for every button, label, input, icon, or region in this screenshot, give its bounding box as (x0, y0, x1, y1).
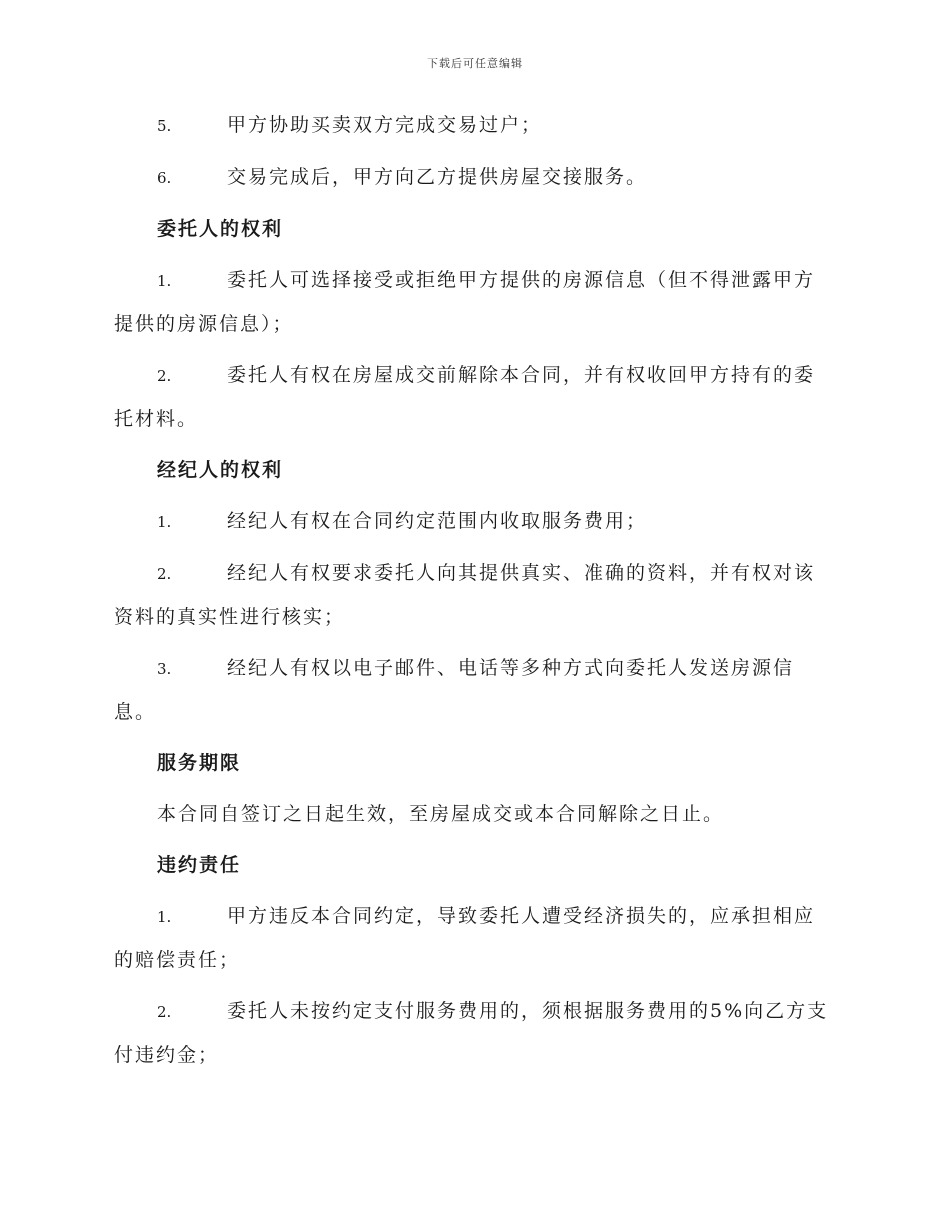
item-number: 2. (157, 1003, 172, 1021)
list-item (114, 647, 834, 734)
section-heading-liability: 违约责任 (157, 854, 242, 876)
list-item (114, 156, 834, 200)
list-item (114, 354, 834, 441)
list-item (114, 895, 834, 982)
item-number: 1. (157, 272, 172, 290)
item-text: 甲方协助买卖双方完成交易过户； (227, 114, 543, 136)
document-body (114, 104, 834, 1085)
item-number: 5. (157, 117, 172, 135)
section-heading-client-rights: 委托人的权利 (157, 218, 284, 240)
page-header: 下载后可任意编辑 (427, 57, 523, 70)
item-number: 2. (157, 367, 172, 385)
section-heading-service-term: 服务期限 (157, 752, 242, 774)
item-number: 1. (157, 513, 172, 531)
item-number: 6. (157, 169, 172, 187)
list-item (114, 990, 834, 1077)
list-item (114, 259, 834, 346)
list-item (114, 500, 834, 544)
item-number: 2. (157, 565, 172, 583)
list-item (114, 552, 834, 639)
item-text: 经纪人有权要求委托人向其提供真实、准确的资料，并有权对该资料的真实性进行核实； (114, 562, 816, 628)
item-text: 甲方违反本合同约定，导致委托人遭受经济损失的，应承担相应的赔偿责任； (114, 905, 816, 971)
item-number: 1. (157, 908, 172, 926)
service-term-text: 本合同自签订之日起生效，至房屋成交或本合同解除之日止。 (157, 803, 725, 825)
section-heading-agent-rights: 经纪人的权利 (157, 459, 284, 481)
item-text: 委托人可选择接受或拒绝甲方提供的房源信息（但不得泄露甲方提供的房源信息）； (114, 269, 816, 335)
item-number: 3. (157, 660, 172, 678)
list-item (114, 104, 834, 148)
item-text: 经纪人有权以电子邮件、电话等多种方式向委托人发送房源信息。 (114, 657, 795, 723)
item-text: 经纪人有权在合同约定范围内收取服务费用； (227, 510, 648, 532)
item-text: 交易完成后，甲方向乙方提供房屋交接服务。 (227, 166, 648, 188)
item-text: 委托人未按约定支付服务费用的，须根据服务费用的5%向乙方支付违约金； (114, 1000, 829, 1066)
item-text: 委托人有权在房屋成交前解除本合同，并有权收回甲方持有的委托材料。 (114, 364, 816, 430)
